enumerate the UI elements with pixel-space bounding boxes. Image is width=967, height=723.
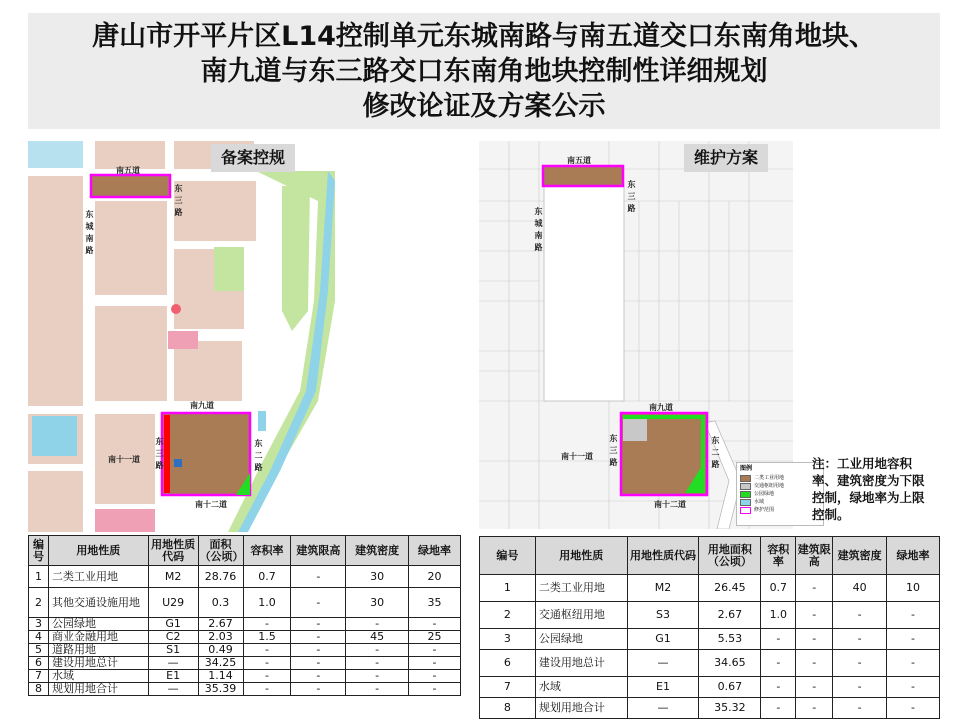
table-row bbox=[480, 575, 940, 602]
left-road-nanwu: 南五道 bbox=[116, 166, 140, 175]
left-road-dongsan-top: 东三路 bbox=[174, 184, 183, 217]
table-cell: E1 bbox=[627, 677, 699, 698]
table-cell: - bbox=[833, 602, 887, 629]
right-table bbox=[479, 536, 940, 719]
table-cell: 35 bbox=[409, 588, 461, 618]
left-table-header-row bbox=[29, 536, 461, 566]
table-cell: - bbox=[291, 588, 346, 618]
table-header: 建筑限高 bbox=[291, 536, 346, 566]
table-header: 绿地率 bbox=[887, 537, 940, 575]
table-cell: — bbox=[627, 650, 699, 677]
table-header: 建筑密度 bbox=[346, 536, 409, 566]
table-cell: 2 bbox=[29, 588, 49, 618]
table-header: 用地面积（公顷） bbox=[699, 537, 761, 575]
table-header: 用地性质 bbox=[48, 536, 148, 566]
table-header: 编号 bbox=[29, 536, 49, 566]
table-cell: - bbox=[291, 618, 346, 631]
table-row bbox=[480, 677, 940, 698]
table-cell: 交通枢纽用地 bbox=[535, 602, 627, 629]
table-cell: - bbox=[887, 698, 940, 719]
legend-item bbox=[740, 490, 823, 498]
legend-swatch bbox=[740, 507, 751, 514]
table-cell: 8 bbox=[480, 698, 536, 719]
table-cell: - bbox=[409, 618, 461, 631]
right-table-header-row bbox=[480, 537, 940, 575]
table-cell: - bbox=[887, 629, 940, 650]
table-cell: C2 bbox=[148, 631, 198, 644]
table-cell: - bbox=[796, 677, 833, 698]
table-cell: 2.67 bbox=[198, 618, 243, 631]
table-cell: 3 bbox=[480, 629, 536, 650]
left-map bbox=[28, 141, 335, 532]
right-map-label: 维护方案 bbox=[684, 144, 768, 172]
table-cell: E1 bbox=[148, 670, 198, 683]
table-cell: - bbox=[761, 677, 796, 698]
table-cell: 1 bbox=[480, 575, 536, 602]
legend-item-label: 二类工业用地 bbox=[754, 475, 785, 481]
table-cell: G1 bbox=[148, 618, 198, 631]
table-header: 用地性质代码 bbox=[148, 536, 198, 566]
table-cell: - bbox=[243, 683, 291, 696]
table-header: 面积（公顷） bbox=[198, 536, 243, 566]
table-cell: - bbox=[346, 657, 409, 670]
left-table bbox=[28, 535, 461, 696]
legend-swatch bbox=[740, 475, 751, 482]
table-cell: - bbox=[761, 629, 796, 650]
table-cell: 1.0 bbox=[761, 602, 796, 629]
table-row bbox=[480, 650, 940, 677]
map-legend bbox=[736, 462, 824, 526]
table-cell: 建设用地总计 bbox=[535, 650, 627, 677]
table-cell: 6 bbox=[480, 650, 536, 677]
table-cell: 5 bbox=[29, 644, 49, 657]
table-cell: - bbox=[833, 677, 887, 698]
table-row bbox=[29, 644, 461, 657]
left-road-donger: 东二路 bbox=[254, 439, 263, 472]
table-cell: 1.0 bbox=[243, 588, 291, 618]
table-cell: S1 bbox=[148, 644, 198, 657]
table-cell: 二类工业用地 bbox=[48, 566, 148, 588]
table-cell: 二类工业用地 bbox=[535, 575, 627, 602]
table-row bbox=[480, 602, 940, 629]
legend-item bbox=[740, 474, 823, 482]
table-cell: 0.3 bbox=[198, 588, 243, 618]
table-cell: 公园绿地 bbox=[535, 629, 627, 650]
table-header: 编号 bbox=[480, 537, 536, 575]
table-cell: — bbox=[148, 683, 198, 696]
table-cell: - bbox=[346, 618, 409, 631]
table-cell: M2 bbox=[148, 566, 198, 588]
table-header: 用地性质代码 bbox=[627, 537, 699, 575]
table-row bbox=[29, 588, 461, 618]
table-row bbox=[29, 618, 461, 631]
table-cell: - bbox=[346, 683, 409, 696]
table-cell: 26.45 bbox=[699, 575, 761, 602]
table-cell: 道路用地 bbox=[48, 644, 148, 657]
table-cell: 水域 bbox=[48, 670, 148, 683]
table-cell: 1.5 bbox=[243, 631, 291, 644]
left-road-nanshier: 南十二道 bbox=[195, 500, 227, 509]
title-line-1: 唐山市开平片区L14控制单元东城南路与南五道交口东南角地块、 bbox=[92, 21, 876, 52]
table-cell: - bbox=[243, 670, 291, 683]
table-header: 容积率 bbox=[761, 537, 796, 575]
table-cell: - bbox=[796, 698, 833, 719]
table-cell: - bbox=[291, 631, 346, 644]
table-cell: - bbox=[409, 683, 461, 696]
table-row bbox=[480, 698, 940, 719]
table-cell: 3 bbox=[29, 618, 49, 631]
table-cell: 40 bbox=[833, 575, 887, 602]
legend-item bbox=[740, 498, 823, 506]
table-cell: 商业金融用地 bbox=[48, 631, 148, 644]
legend-item bbox=[740, 482, 823, 490]
table-cell: 公园绿地 bbox=[48, 618, 148, 631]
table-cell: - bbox=[796, 629, 833, 650]
legend-title: 图例 bbox=[740, 465, 753, 472]
table-cell: 0.7 bbox=[761, 575, 796, 602]
right-road-nanjiu: 南九道 bbox=[649, 403, 673, 412]
left-road-nanshiyi: 南十一道 bbox=[108, 455, 140, 464]
table-row bbox=[29, 670, 461, 683]
table-cell: 4 bbox=[29, 631, 49, 644]
table-cell: — bbox=[148, 657, 198, 670]
table-cell: - bbox=[409, 644, 461, 657]
table-cell: 7 bbox=[480, 677, 536, 698]
right-road-dongsan-bottom: 东三路 bbox=[609, 434, 618, 467]
left-map-label: 备案控规 bbox=[211, 144, 295, 172]
right-road-nanshier: 南十二道 bbox=[654, 500, 686, 509]
table-cell: 0.7 bbox=[243, 566, 291, 588]
legend-item bbox=[740, 506, 823, 514]
legend-item-label: 水域 bbox=[754, 499, 765, 505]
table-row bbox=[29, 566, 461, 588]
left-road-dongsan-bottom: 东三路 bbox=[155, 437, 164, 470]
table-cell: 8 bbox=[29, 683, 49, 696]
title-line-3: 修改论证及方案公示 bbox=[362, 91, 606, 122]
table-cell: 25 bbox=[409, 631, 461, 644]
table-cell: - bbox=[291, 566, 346, 588]
table-cell: - bbox=[346, 670, 409, 683]
table-row bbox=[29, 631, 461, 644]
table-cell: - bbox=[243, 618, 291, 631]
right-road-nanshiyi: 南十一道 bbox=[561, 452, 593, 461]
legend-swatch bbox=[740, 499, 751, 506]
table-cell: - bbox=[243, 657, 291, 670]
right-road-donger: 东二路 bbox=[711, 436, 720, 469]
table-row bbox=[29, 683, 461, 696]
legend-swatch bbox=[740, 491, 751, 498]
table-cell: 10 bbox=[887, 575, 940, 602]
table-cell: - bbox=[796, 575, 833, 602]
table-cell: 2 bbox=[480, 602, 536, 629]
table-cell: 建设用地总计 bbox=[48, 657, 148, 670]
table-cell: 1 bbox=[29, 566, 49, 588]
table-cell: - bbox=[291, 670, 346, 683]
table-cell: 0.49 bbox=[198, 644, 243, 657]
table-cell: 水域 bbox=[535, 677, 627, 698]
note-text: 注：工业用地容积率、建筑密度为下限控制，绿地率为上限控制。 bbox=[812, 456, 925, 522]
table-cell: — bbox=[627, 698, 699, 719]
title-line-2: 南九道与东三路交口东南角地块控制性详细规划 bbox=[200, 56, 768, 87]
table-cell: 2.67 bbox=[699, 602, 761, 629]
table-cell: 28.76 bbox=[198, 566, 243, 588]
table-cell: - bbox=[409, 670, 461, 683]
table-cell: 其他交通设施用地 bbox=[48, 588, 148, 618]
table-cell: 规划用地合计 bbox=[535, 698, 627, 719]
legend-item-label: 交通枢纽用地 bbox=[754, 483, 785, 489]
table-header: 容积率 bbox=[243, 536, 291, 566]
table-cell: - bbox=[833, 698, 887, 719]
table-cell: 6 bbox=[29, 657, 49, 670]
table-cell: - bbox=[761, 698, 796, 719]
left-road-dongcheng: 东城南路 bbox=[85, 210, 94, 255]
table-cell: 2.03 bbox=[198, 631, 243, 644]
table-cell: U29 bbox=[148, 588, 198, 618]
table-cell: - bbox=[761, 650, 796, 677]
right-road-dongcheng: 东城南路 bbox=[534, 207, 543, 252]
table-cell: - bbox=[796, 602, 833, 629]
table-cell: 35.39 bbox=[198, 683, 243, 696]
table-cell: S3 bbox=[627, 602, 699, 629]
table-cell: 34.65 bbox=[699, 650, 761, 677]
table-cell: G1 bbox=[627, 629, 699, 650]
table-cell: - bbox=[833, 629, 887, 650]
table-row bbox=[480, 629, 940, 650]
table-row bbox=[29, 657, 461, 670]
table-header: 建筑密度 bbox=[833, 537, 887, 575]
right-road-nanwu: 南五道 bbox=[567, 156, 591, 165]
legend-swatch bbox=[740, 483, 751, 490]
table-cell: - bbox=[887, 650, 940, 677]
table-header: 建筑限高 bbox=[796, 537, 833, 575]
table-cell: 45 bbox=[346, 631, 409, 644]
left-road-nanjiu: 南九道 bbox=[190, 401, 214, 410]
table-header: 绿地率 bbox=[409, 536, 461, 566]
table-cell: 35.32 bbox=[699, 698, 761, 719]
table-cell: - bbox=[346, 644, 409, 657]
table-cell: - bbox=[887, 602, 940, 629]
table-cell: - bbox=[796, 650, 833, 677]
table-cell: 20 bbox=[409, 566, 461, 588]
table-cell: - bbox=[833, 650, 887, 677]
table-cell: - bbox=[409, 657, 461, 670]
table-cell: 5.53 bbox=[699, 629, 761, 650]
table-cell: 0.67 bbox=[699, 677, 761, 698]
table-cell: 1.14 bbox=[198, 670, 243, 683]
legend-item-label: 修护范围 bbox=[754, 507, 775, 513]
table-cell: 规划用地合计 bbox=[48, 683, 148, 696]
table-cell: 30 bbox=[346, 566, 409, 588]
table-cell: 7 bbox=[29, 670, 49, 683]
table-cell: - bbox=[291, 644, 346, 657]
table-cell: - bbox=[291, 657, 346, 670]
table-cell: 34.25 bbox=[198, 657, 243, 670]
table-header: 用地性质 bbox=[535, 537, 627, 575]
table-cell: - bbox=[887, 677, 940, 698]
table-cell: - bbox=[243, 644, 291, 657]
table-cell: 30 bbox=[346, 588, 409, 618]
right-road-dongsan-top: 东三路 bbox=[627, 180, 636, 213]
table-cell: M2 bbox=[627, 575, 699, 602]
title-band bbox=[28, 13, 940, 129]
table-cell: - bbox=[291, 683, 346, 696]
legend-item-label: 公园绿地 bbox=[754, 491, 775, 497]
